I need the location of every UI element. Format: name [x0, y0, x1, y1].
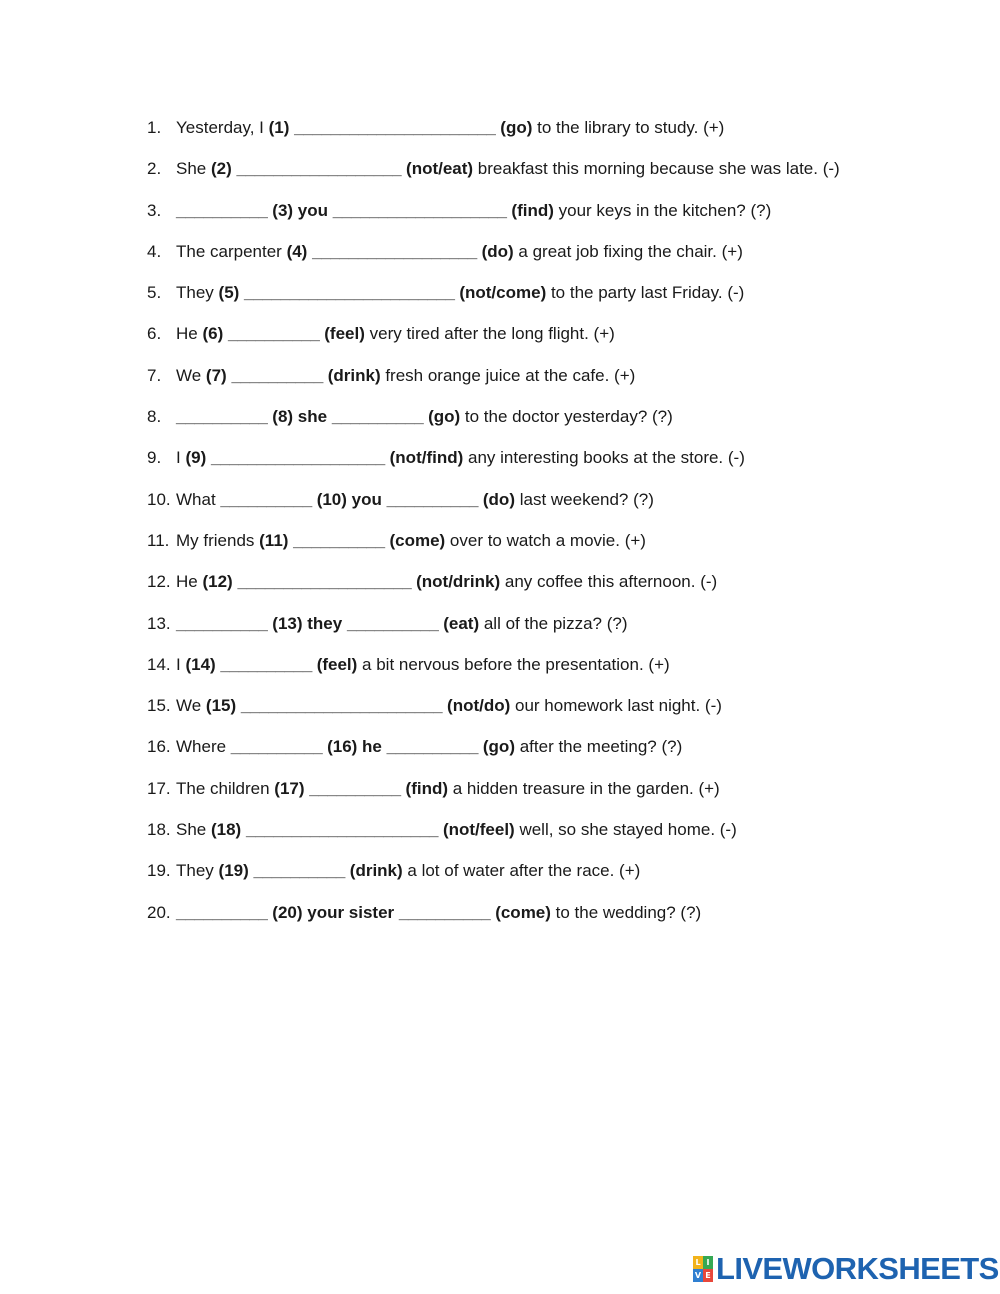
bold-cue: (10) you — [316, 489, 382, 509]
bold-cue: (17) — [274, 778, 305, 798]
answer-blank[interactable]: __________ — [176, 613, 268, 633]
exercise-list — [147, 114, 967, 940]
answer-blank[interactable]: __________ — [176, 200, 268, 220]
bold-cue: (not/do) — [447, 696, 511, 716]
bold-cue: (6) — [202, 324, 224, 344]
answer-blank[interactable]: _______________________ — [244, 283, 455, 303]
sentence-text: a lot of water after the race. (+) — [402, 861, 641, 881]
sentence-text: They — [176, 283, 219, 303]
bold-cue: (8) she — [272, 407, 328, 427]
answer-blank[interactable]: __________ — [309, 778, 401, 798]
item-number: 15. — [147, 696, 171, 716]
item-sentence — [176, 362, 635, 390]
bold-cue: (drink) — [327, 365, 381, 385]
answer-blank[interactable]: __________ — [398, 902, 491, 922]
sentence-text: She — [176, 820, 211, 840]
exercise-item — [147, 775, 967, 816]
sentence-text: I — [176, 654, 186, 674]
bold-cue: (5) — [218, 283, 240, 303]
bold-cue: (go) — [482, 737, 515, 757]
sentence-text: Where — [176, 737, 231, 757]
item-number: 12. — [147, 572, 171, 592]
answer-blank[interactable]: __________ — [253, 861, 346, 881]
exercise-item — [147, 610, 967, 651]
sentence-text: all of the pizza? (?) — [479, 613, 628, 633]
sentence-text: The children — [176, 778, 275, 798]
item-number: 6. — [147, 324, 162, 344]
item-number: 5. — [147, 283, 162, 303]
bold-cue: (11) — [259, 530, 289, 550]
liveworksheets-logo — [693, 1252, 999, 1286]
exercise-item — [147, 444, 967, 485]
sentence-text: to the doctor yesterday? (?) — [460, 407, 673, 427]
item-sentence — [176, 816, 737, 844]
answer-blank[interactable]: __________ — [346, 613, 439, 633]
item-number: 7. — [147, 365, 162, 385]
item-number: 4. — [147, 241, 162, 261]
bold-cue: (do) — [481, 241, 514, 261]
item-number: 20. — [147, 902, 171, 922]
logo-icon-tile: V — [694, 1271, 702, 1280]
item-sentence — [176, 899, 701, 927]
answer-blank[interactable]: __________ — [331, 407, 424, 427]
exercise-item — [147, 362, 967, 403]
item-sentence — [176, 775, 720, 803]
exercise-item — [147, 692, 967, 733]
bold-cue: (come) — [495, 902, 551, 922]
liveworksheets-icon — [693, 1256, 713, 1282]
bold-cue: (not/eat) — [406, 159, 474, 179]
answer-blank[interactable]: ___________________ — [210, 448, 385, 468]
item-number: 19. — [147, 861, 171, 881]
sentence-text: a great job fixing the chair. (+) — [513, 241, 743, 261]
sentence-text: What — [176, 489, 221, 509]
exercise-item — [147, 197, 967, 238]
sentence-text: I — [176, 448, 186, 468]
answer-blank[interactable]: ___________________ — [332, 200, 507, 220]
item-sentence — [176, 114, 724, 142]
bold-cue: (9) — [185, 448, 207, 468]
exercise-item — [147, 403, 967, 444]
sentence-text: last weekend? (?) — [514, 489, 654, 509]
bold-cue: (15) — [205, 696, 237, 716]
answer-blank[interactable]: __________ — [231, 365, 323, 385]
bold-cue: (4) — [286, 241, 308, 261]
exercise-item — [147, 651, 967, 692]
sentence-text: a bit nervous before the presentation. (+) — [357, 654, 670, 674]
bold-cue: (12) — [202, 572, 233, 592]
item-number: 13. — [147, 613, 171, 633]
item-number: 16. — [147, 737, 171, 757]
bold-cue: (7) — [205, 365, 227, 385]
answer-blank[interactable]: __________ — [227, 324, 320, 344]
sentence-text: to the wedding? (?) — [550, 902, 702, 922]
item-sentence — [176, 279, 744, 307]
sentence-text: She — [176, 159, 211, 179]
sentence-text: any interesting books at the store. (-) — [463, 448, 745, 468]
sentence-text: to the library to study. (+) — [532, 118, 725, 137]
item-number: 9. — [147, 448, 162, 468]
exercise-item — [147, 238, 967, 279]
bold-cue: (16) he — [327, 737, 382, 757]
exercise-item — [147, 155, 967, 196]
bold-cue: (1) — [268, 118, 290, 137]
item-sentence — [176, 651, 670, 679]
item-number: 3. — [147, 200, 162, 220]
answer-blank[interactable]: __________________ — [236, 159, 402, 179]
answer-blank[interactable]: __________ — [176, 902, 268, 922]
exercise-item — [147, 279, 967, 320]
exercise-item — [147, 486, 967, 527]
item-sentence — [176, 527, 646, 555]
item-sentence — [176, 568, 717, 596]
bold-cue: (find) — [405, 778, 449, 798]
item-sentence — [176, 857, 640, 885]
exercise-item — [147, 568, 967, 609]
item-number: 10. — [147, 489, 171, 509]
item-sentence — [176, 320, 615, 348]
answer-blank[interactable]: ___________________ — [237, 572, 412, 592]
sentence-text: any coffee this afternoon. (-) — [500, 572, 718, 592]
answer-blank[interactable]: __________ — [230, 737, 323, 757]
sentence-text: Yesterday, I — [176, 118, 269, 137]
bold-cue: (feel) — [324, 324, 365, 344]
bold-cue: (3) you — [272, 200, 329, 220]
bold-cue: (14) — [185, 654, 216, 674]
item-sentence — [176, 610, 627, 638]
bold-cue: (not/find) — [389, 448, 464, 468]
sentence-text: over to watch a movie. (+) — [445, 530, 646, 550]
answer-blank[interactable]: __________ — [386, 489, 479, 509]
bold-cue: (go) — [428, 407, 461, 427]
bold-cue: (not/come) — [459, 283, 547, 303]
answer-blank[interactable]: __________ — [220, 654, 312, 674]
bold-cue: (find) — [511, 200, 554, 220]
answer-blank[interactable]: _____________________ — [245, 820, 439, 840]
answer-blank[interactable]: __________ — [220, 489, 312, 509]
answer-blank[interactable]: __________ — [386, 737, 479, 757]
sentence-text: We — [176, 696, 206, 716]
item-number: 8. — [147, 407, 162, 427]
item-sentence — [176, 733, 682, 761]
bold-cue: (come) — [389, 530, 446, 550]
item-sentence — [176, 692, 722, 720]
bold-cue: (13) they — [272, 613, 343, 633]
item-number: 11. — [147, 530, 170, 550]
sentence-text: The carpenter — [176, 241, 287, 261]
sentence-text: very tired after the long flight. (+) — [364, 324, 615, 344]
bold-cue: (feel) — [316, 654, 358, 674]
exercise-item — [147, 320, 967, 361]
bold-cue: (go) — [500, 118, 533, 137]
answer-blank[interactable]: __________ — [293, 530, 385, 550]
exercise-item — [147, 114, 967, 155]
exercise-item — [147, 733, 967, 774]
sentence-text: a hidden treasure in the garden. (+) — [448, 778, 720, 798]
answer-blank[interactable]: __________ — [176, 407, 268, 427]
logo-text: LIVEWORKSHEETS — [716, 1251, 999, 1286]
logo-icon-tile: E — [703, 1269, 713, 1282]
sentence-text: our homework last night. (-) — [510, 696, 722, 716]
logo-icon-tile: I — [703, 1256, 713, 1269]
answer-blank[interactable]: ______________________ — [240, 696, 443, 716]
sentence-text: We — [176, 365, 206, 385]
item-sentence — [176, 486, 654, 514]
item-sentence — [176, 403, 673, 431]
sentence-text: to the party last Friday. (-) — [546, 283, 745, 303]
exercise-item — [147, 899, 967, 940]
sentence-text: He — [176, 572, 203, 592]
sentence-text: My friends — [176, 530, 260, 550]
item-sentence — [176, 155, 840, 183]
bold-cue: (do) — [482, 489, 515, 509]
item-sentence — [176, 238, 743, 266]
item-number: 17. — [147, 778, 171, 798]
item-sentence — [176, 197, 771, 225]
bold-cue: (19) — [218, 861, 249, 881]
bold-cue: (2) — [210, 159, 232, 179]
bold-cue: (eat) — [443, 613, 480, 633]
bold-cue: (18) — [210, 820, 242, 840]
sentence-text: They — [176, 861, 219, 881]
answer-blank[interactable]: ______________________ — [294, 118, 496, 137]
bold-cue: (20) your sister — [272, 902, 395, 922]
answer-blank[interactable]: __________________ — [312, 241, 477, 261]
bold-cue: (not/feel) — [442, 820, 515, 840]
item-number: 18. — [147, 820, 171, 840]
exercise-item — [147, 527, 967, 568]
item-number: 1. — [147, 118, 162, 137]
sentence-text: breakfast this morning because she was late. (-) — [473, 159, 840, 179]
sentence-text: well, so she stayed home. (-) — [514, 820, 737, 840]
exercise-item — [147, 816, 967, 857]
sentence-text: fresh orange juice at the cafe. (+) — [380, 365, 636, 385]
sentence-text: after the meeting? (?) — [514, 737, 683, 757]
sentence-text: He — [176, 324, 203, 344]
logo-icon-tile: L — [693, 1256, 703, 1269]
exercise-item — [147, 857, 967, 898]
bold-cue: (drink) — [349, 861, 403, 881]
item-number: 2. — [147, 159, 162, 179]
bold-cue: (not/drink) — [416, 572, 501, 592]
sentence-text: your keys in the kitchen? (?) — [553, 200, 772, 220]
item-sentence — [176, 444, 745, 472]
item-number: 14. — [147, 654, 171, 674]
